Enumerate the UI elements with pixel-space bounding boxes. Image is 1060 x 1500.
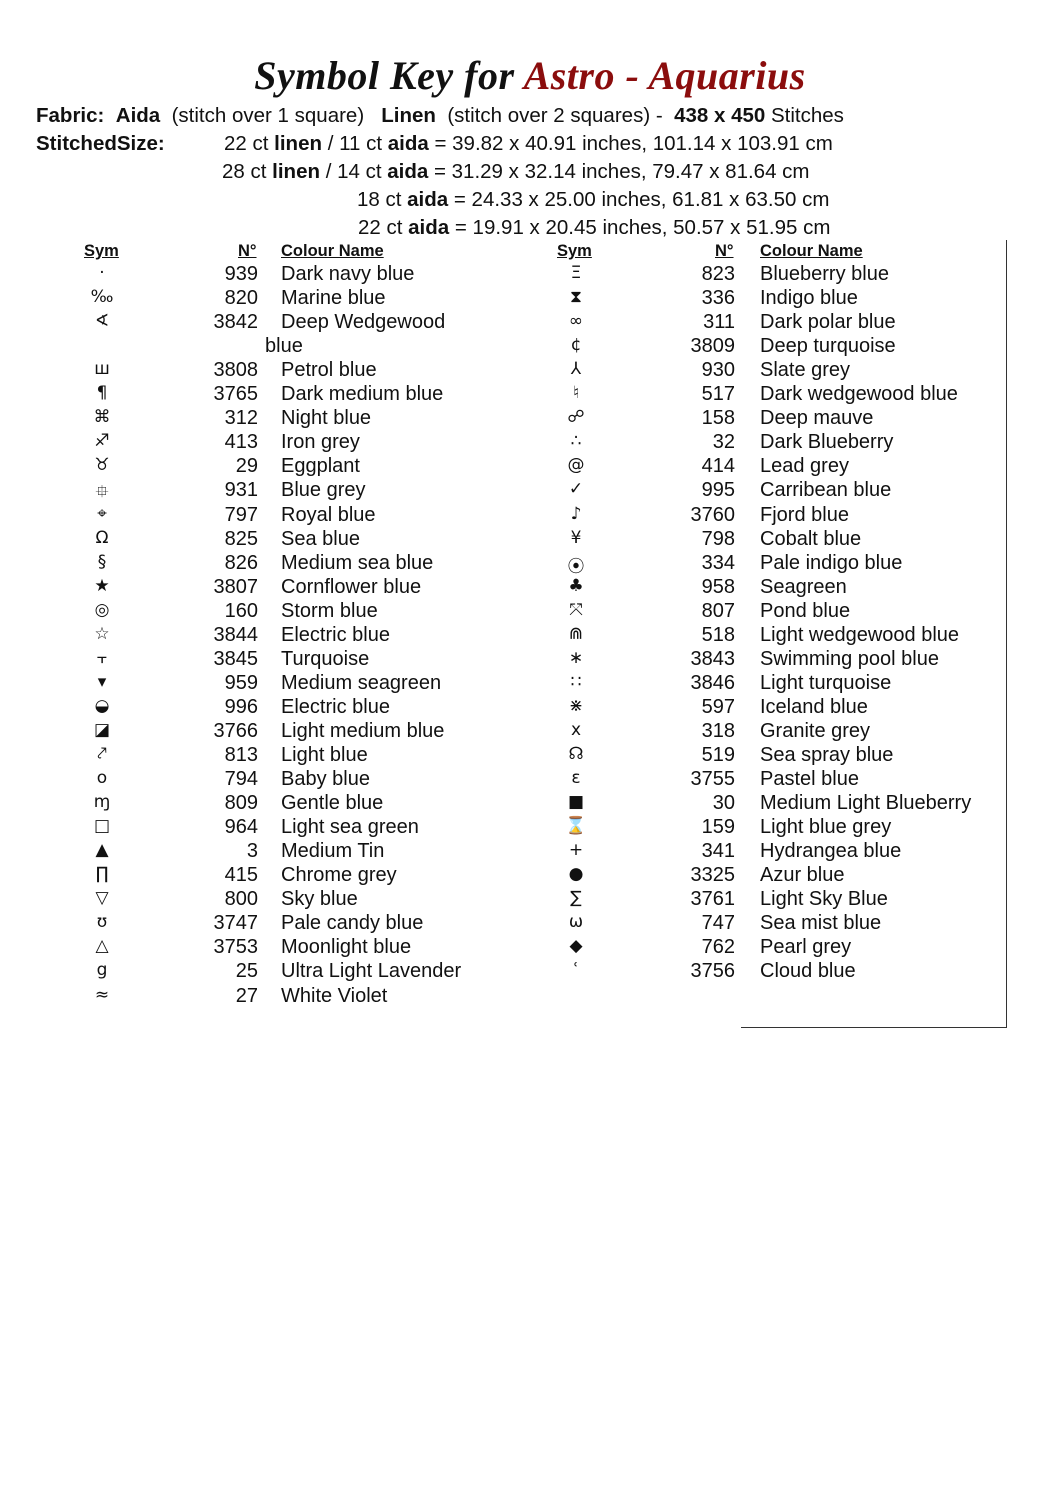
colour-name: Granite grey: [760, 719, 871, 742]
colour-name: Electric blue: [281, 623, 390, 646]
colour-name: Hydrangea blue: [760, 840, 902, 863]
colour-name: Eggplant: [281, 455, 360, 478]
thread-number: 797: [224, 503, 258, 526]
symbol-glyph: ☍: [567, 407, 585, 428]
thread-number: 823: [701, 263, 735, 285]
symbol-glyph: ☊: [568, 744, 584, 764]
colour-name: Sky blue: [281, 888, 358, 911]
colour-name: Cobalt blue: [760, 527, 862, 550]
colour-name: Deep turquoise: [760, 335, 896, 358]
thread-number: 798: [701, 527, 735, 550]
thread-number: 762: [701, 936, 735, 959]
thread-number: 3846: [690, 671, 735, 694]
symbol-glyph: ●: [568, 864, 584, 885]
symbol-glyph: ·: [99, 263, 105, 283]
colour-name: Light sea green: [281, 816, 419, 839]
colour-name: Pastel blue: [760, 768, 859, 791]
symbol-glyph: Ξ: [570, 263, 582, 283]
colour-name: Dark medium blue: [281, 383, 444, 406]
symbol-glyph: ∗: [568, 647, 584, 668]
thread-number: 958: [701, 575, 735, 598]
thread-number: 996: [224, 695, 258, 718]
colour-name: Fjord blue: [760, 503, 849, 526]
colour-name: Medium sea blue: [281, 551, 434, 574]
fabric-label: Fabric:: [36, 104, 105, 127]
symbol-glyph: ▲: [95, 840, 109, 861]
thread-number: 341: [701, 840, 735, 863]
thread-number: 3844: [213, 623, 258, 646]
thread-number: 995: [701, 479, 735, 502]
symbol-glyph: ♐: [94, 431, 110, 452]
symbol-glyph: ¥: [570, 527, 582, 548]
thread-number: 413: [224, 431, 258, 454]
thread-number: 3765: [213, 383, 258, 406]
thread-number: 809: [224, 792, 258, 815]
thread-number: 807: [701, 599, 735, 622]
thread-number: 3756: [690, 960, 735, 983]
symbol-glyph: ш: [94, 359, 110, 380]
symbol-glyph: ◒: [94, 695, 110, 716]
thread-number: 3325: [690, 864, 735, 887]
symbol-glyph: ⧗: [570, 287, 582, 308]
colour-name: Pearl grey: [760, 936, 852, 959]
thread-number: 519: [701, 744, 735, 766]
colour-name: Dark wedgewood blue: [760, 383, 958, 406]
colour-name: Azur blue: [760, 864, 845, 887]
fabric-line: [36, 104, 844, 128]
colour-name: Blueberry blue: [760, 263, 889, 285]
symbol-glyph: ∞: [568, 311, 584, 332]
colour-name: Medium Light Blueberry: [760, 792, 972, 815]
stitched-size-line: 22 ct aida = 19.91 x 20.45 inches, 50.57 x 51.95 cm: [358, 216, 831, 239]
thread-number: 159: [701, 816, 735, 839]
page-title: [0, 52, 1060, 99]
thread-number: 517: [701, 383, 735, 406]
symbol-glyph: @: [567, 455, 585, 476]
right-header-sym: Sym: [557, 242, 592, 260]
symbol-glyph: ♮: [572, 383, 580, 404]
thread-number: 3842: [213, 311, 258, 334]
thread-number: 29: [235, 455, 258, 478]
symbol-glyph: Ω: [95, 527, 109, 548]
colour-name: Cornflower blue: [281, 575, 422, 598]
colour-name: Light blue: [281, 744, 368, 766]
symbol-glyph: ∷: [570, 671, 582, 692]
thread-number: 414: [701, 455, 735, 478]
symbol-glyph: ⤤: [97, 744, 107, 764]
colour-name: Petrol blue: [281, 359, 377, 382]
thread-number: 3845: [213, 647, 258, 670]
thread-number: 800: [224, 888, 258, 911]
symbol-glyph: o: [96, 768, 108, 789]
symbol-glyph: ω: [568, 912, 584, 933]
fabric-linen: Linen: [381, 104, 436, 127]
symbol-glyph: △: [95, 936, 109, 957]
colour-name: Light Sky Blue: [760, 888, 888, 911]
thread-number: 3808: [213, 359, 258, 382]
stitched-size-label: StitchedSize:: [36, 132, 165, 155]
colour-name-wrap: blue: [265, 335, 303, 358]
symbol-glyph: §: [97, 551, 107, 572]
symbol-glyph: ⋒: [568, 623, 584, 644]
symbol-glyph: ʿ: [573, 960, 579, 981]
thread-number: 3747: [213, 912, 258, 935]
colour-name: White Violet: [281, 984, 388, 1007]
colour-name: Indigo blue: [760, 287, 858, 310]
symbol-glyph: ∢: [94, 311, 110, 332]
colour-name: Swimming pool blue: [760, 647, 939, 670]
colour-name: Storm blue: [281, 599, 378, 622]
colour-name: Sea blue: [281, 527, 360, 550]
colour-name: Gentle blue: [281, 792, 384, 815]
colour-name: Cloud blue: [760, 960, 856, 983]
colour-name: Electric blue: [281, 695, 390, 718]
thread-number: 597: [701, 695, 735, 718]
thread-number: 336: [701, 287, 735, 310]
colour-name: Lead grey: [760, 455, 849, 478]
colour-name: Medium seagreen: [281, 671, 442, 694]
colour-name: Light turquoise: [760, 671, 892, 694]
colour-name: Marine blue: [281, 287, 386, 310]
thread-number: 160: [224, 599, 258, 622]
symbol-glyph: □: [93, 816, 111, 837]
left-header-name: Colour Name: [281, 242, 384, 260]
symbol-glyph: ⤧: [569, 599, 583, 620]
symbol-glyph: ⦿: [567, 556, 585, 577]
colour-name: Chrome grey: [281, 864, 397, 887]
symbol-glyph: ♉: [94, 455, 110, 476]
colour-name: Pond blue: [760, 599, 851, 622]
symbol-glyph: ★: [94, 575, 110, 596]
thread-number: 32: [712, 431, 735, 454]
symbol-glyph: ⌘: [93, 407, 111, 428]
title-prefix: Symbol Key for: [254, 53, 515, 98]
symbol-glyph: ⋇: [568, 695, 584, 716]
colour-name: Deep mauve: [760, 407, 874, 430]
symbol-glyph: ʊ: [96, 912, 108, 933]
right-header-num: N°: [715, 242, 734, 260]
colour-name: Pale indigo blue: [760, 551, 903, 574]
colour-name: Carribean blue: [760, 479, 892, 502]
thread-number: 3755: [690, 768, 735, 791]
symbol-glyph: ■: [567, 792, 585, 813]
symbol-glyph: ▾: [97, 671, 107, 692]
symbol-glyph: ‰: [90, 287, 114, 308]
thread-number: 794: [224, 768, 258, 791]
colour-name: Dark polar blue: [760, 311, 896, 334]
stitch-count: 438 x 450: [674, 104, 766, 127]
left-header-num: N°: [238, 242, 257, 260]
symbol-glyph: ⅄: [570, 359, 582, 380]
thread-number: 3807: [213, 575, 258, 598]
symbol-glyph: ¢: [570, 335, 582, 356]
thread-number: 27: [235, 984, 258, 1007]
colour-name: Pale candy blue: [281, 912, 424, 935]
symbol-glyph: g: [96, 960, 108, 981]
colour-name: Blue grey: [281, 479, 366, 502]
table-bottom-border: [741, 1027, 1007, 1028]
colour-name: Night blue: [281, 407, 372, 430]
symbol-glyph: ⯐: [95, 482, 109, 503]
thread-number: 3761: [690, 888, 735, 911]
colour-name: Turquoise: [281, 647, 370, 670]
symbol-glyph: ◎: [94, 599, 110, 620]
thread-number: 930: [701, 359, 735, 382]
thread-number: 312: [224, 407, 258, 430]
fabric-aida: Aida: [115, 104, 161, 127]
stitch-count-word: Stitches: [770, 104, 844, 127]
stitched-size-line: 28 ct linen / 14 ct aida = 31.29 x 32.14 inches, 79.47 x 81.64 cm: [222, 160, 810, 183]
symbol-glyph: ∑: [570, 888, 582, 909]
thread-number: 30: [712, 792, 735, 815]
colour-name: Light medium blue: [281, 719, 445, 742]
symbol-glyph: ɱ: [93, 792, 111, 813]
thread-number: 3: [246, 840, 258, 863]
left-header-sym: Sym: [84, 242, 119, 260]
colour-name: Royal blue: [281, 503, 376, 526]
symbol-glyph: ⌛: [565, 816, 587, 837]
symbol-glyph: x: [570, 719, 582, 740]
colour-name: Seagreen: [760, 575, 847, 598]
symbol-glyph: ¶: [96, 383, 108, 404]
colour-name: Iceland blue: [760, 695, 868, 718]
thread-number: 820: [224, 287, 258, 310]
colour-name: Sea spray blue: [760, 744, 894, 766]
symbol-glyph: +: [568, 840, 584, 861]
colour-name: Deep Wedgewood: [281, 311, 446, 334]
colour-name: Dark navy blue: [281, 263, 415, 285]
symbol-glyph: ≈: [94, 984, 110, 1005]
thread-number: 826: [224, 551, 258, 574]
thread-number: 3809: [690, 335, 735, 358]
symbol-glyph: ♣: [568, 575, 584, 596]
symbol-glyph: ∴: [570, 431, 582, 452]
symbol-glyph: ✓: [568, 479, 584, 500]
fabric-aida-note: (stitch over 1 square): [171, 104, 365, 127]
thread-number: 959: [224, 671, 258, 694]
symbol-glyph: ⫟: [96, 647, 108, 668]
thread-number: 747: [701, 912, 735, 935]
colour-name: Slate grey: [760, 359, 851, 382]
symbol-glyph: ◆: [569, 936, 583, 957]
symbol-glyph: ⌖: [97, 503, 107, 524]
thread-number: 311: [703, 311, 735, 334]
thread-number: 3753: [213, 936, 258, 959]
symbol-glyph: ∏: [95, 864, 109, 885]
thread-number: 3843: [690, 647, 735, 670]
stitched-size-line: 22 ct linen / 11 ct aida = 39.82 x 40.91 inches, 101.14 x 103.91 cm: [224, 132, 833, 155]
colour-name: Iron grey: [281, 431, 360, 454]
title-design-name: Astro - Aquarius: [523, 53, 806, 98]
colour-name: Ultra Light Lavender: [281, 960, 462, 983]
right-header-name: Colour Name: [760, 242, 863, 260]
thread-number: 825: [224, 527, 258, 550]
table-right-border: [1006, 240, 1007, 1028]
thread-number: 3766: [213, 719, 258, 742]
colour-name: Moonlight blue: [281, 936, 412, 959]
colour-name: Medium Tin: [281, 840, 385, 863]
symbol-glyph: ◪: [93, 719, 111, 740]
symbol-glyph: ♪: [570, 503, 582, 524]
symbol-glyph: ☆: [94, 623, 110, 644]
thread-number: 813: [224, 744, 258, 766]
colour-name: Light wedgewood blue: [760, 623, 960, 646]
colour-name: Dark Blueberry: [760, 431, 894, 454]
colour-name: Baby blue: [281, 768, 370, 791]
thread-number: 3760: [690, 503, 735, 526]
thread-number: 25: [235, 960, 258, 983]
colour-name: Light blue grey: [760, 816, 892, 839]
thread-number: 334: [701, 551, 735, 574]
stitched-size-line: 18 ct aida = 24.33 x 25.00 inches, 61.81 x 63.50 cm: [357, 188, 830, 211]
thread-number: 931: [224, 479, 258, 502]
symbol-glyph: ε: [571, 768, 581, 789]
thread-number: 518: [701, 623, 735, 646]
thread-number: 415: [224, 864, 258, 887]
thread-number: 158: [701, 407, 735, 430]
symbol-glyph: ▽: [95, 888, 109, 909]
thread-number: 964: [224, 816, 258, 839]
thread-number: 939: [224, 263, 258, 285]
fabric-linen-note: (stitch over 2 squares) -: [447, 104, 663, 127]
colour-name: Sea mist blue: [760, 912, 882, 935]
thread-number: 318: [701, 719, 735, 742]
